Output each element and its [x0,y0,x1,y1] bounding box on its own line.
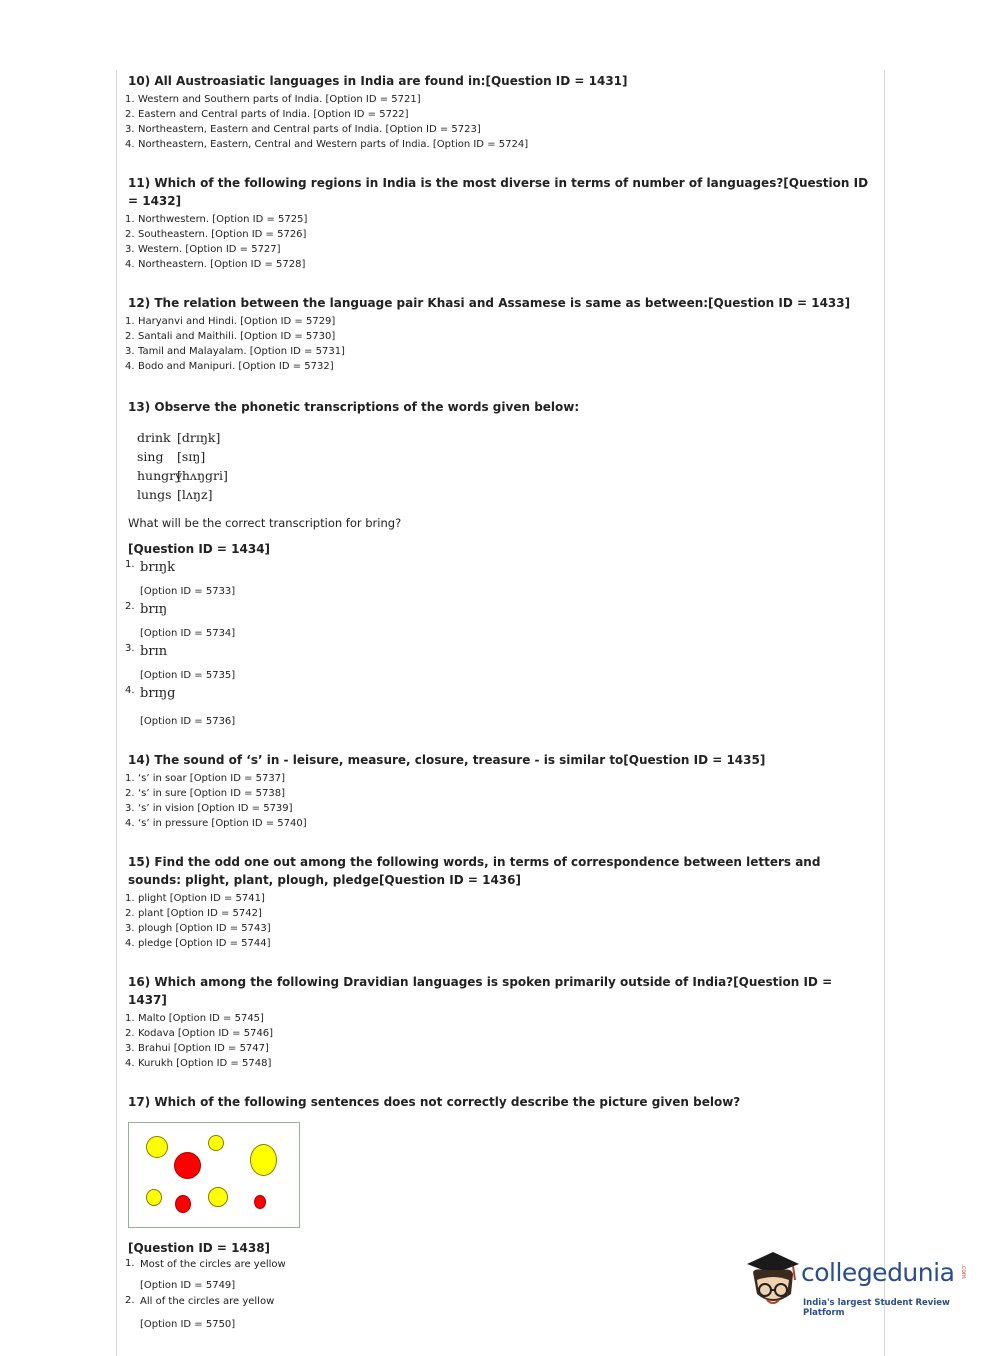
logo-suffix: .com [960,1264,967,1279]
question-10 [125,72,873,152]
question-title: 17) Which of the following sentences does not correctly describe the picture given below? [128,1095,741,1109]
question-title: 10) All Austroasiatic languages in India are found in:[Question ID = 1431] [128,74,628,88]
question-14 [125,751,873,831]
mascot-icon [743,1250,805,1316]
option: 2. plant [Option ID = 5742] [125,908,262,919]
option: 2. brɪŋ [Option ID = 5734] [125,601,236,639]
question-title: 14) The sound of ‘s’ in - leisure, measure, closure, treasure - is similar to[Question ID = 1435] [128,753,766,767]
option: 4. Kurukh [Option ID = 5748] [125,1058,272,1069]
option: 4. brɪŋg [Option ID = 5736] [125,685,236,727]
right-margin-line [884,70,885,1356]
option: 3. Western. [Option ID = 5727] [125,244,281,255]
option: 3. Brahui [Option ID = 5747] [125,1043,269,1054]
question-16 [125,973,873,1071]
option: 3. plough [Option ID = 5743] [125,923,271,934]
red-circle [175,1195,191,1213]
question-title: 15) Find the odd one out among the following words, in terms of correspondence between letters and sounds: plight, plant, plough, pledge[Question ID = 1436] [128,855,821,887]
option: 4. Northeastern, Eastern, Central and Western parts of India. [Option ID = 5724] [125,139,529,150]
option: 2. Kodava [Option ID = 5746] [125,1028,274,1039]
option: 2. Southeastern. [Option ID = 5726] [125,229,307,240]
question-11 [125,174,873,272]
option: 4. Northeastern. [Option ID = 5728] [125,259,306,270]
yellow-circle [208,1187,228,1207]
left-margin-line [116,70,117,1356]
option: 1. Malto [Option ID = 5745] [125,1013,264,1024]
question-title: 13) Observe the phonetic transcriptions of the words given below: [128,400,580,414]
option: 1. Western and Southern parts of India. [Option ID = 5721] [125,94,421,105]
option: 1. plight [Option ID = 5741] [125,893,265,904]
option: 3. ‘s’ in vision [Option ID = 5739] [125,803,293,814]
circles-picture [128,1122,300,1228]
option: 1. ‘s’ in soar [Option ID = 5737] [125,773,285,784]
option: 3. Northeastern, Eastern and Central parts of India. [Option ID = 5723] [125,124,481,135]
question-title: 16) Which among the following Dravidian languages is spoken primarily outside of India?[Question ID = 1437] [128,975,833,1007]
question-prompt: What will be the correct transcription for bring? [128,516,402,530]
yellow-circle [146,1136,168,1158]
transcription-row: lungs [lʌŋz] [137,487,213,502]
collegedunia-logo [743,1250,973,1320]
option: 2. All of the circles are yellow [Option ID = 5750] [125,1295,275,1330]
option: 1. brɪŋk [Option ID = 5733] [125,559,236,597]
option: 2. Eastern and Central parts of India. [Option ID = 5722] [125,109,409,120]
question-12 [125,294,873,374]
option: 3. Tamil and Malayalam. [Option ID = 5731] [125,346,345,357]
red-circle [254,1195,266,1209]
question-id: [Question ID = 1434] [128,542,271,556]
yellow-circle [208,1135,224,1151]
question-13 [125,398,873,729]
option: 2. ‘s’ in sure [Option ID = 5738] [125,788,286,799]
option: 1. Most of the circles are yellow [Option ID = 5749] [125,1258,286,1291]
transcription-row: hungry[hʌŋgri] [137,468,228,483]
option: 1. Haryanvi and Hindi. [Option ID = 5729] [125,316,336,327]
option: 4. pledge [Option ID = 5744] [125,938,271,949]
question-15 [125,853,873,951]
logo-wordmark: collegedunia [801,1258,955,1287]
yellow-circle [146,1189,162,1206]
option: 4. Bodo and Manipuri. [Option ID = 5732] [125,361,334,372]
option: 4. ‘s’ in pressure [Option ID = 5740] [125,818,307,829]
option: 3. brɪn [Option ID = 5735] [125,643,236,681]
option: 2. Santali and Maithili. [Option ID = 5730] [125,331,336,342]
transcription-row: sing [sɪŋ] [137,449,206,464]
question-title: 11) Which of the following regions in India is the most diverse in terms of number of languages?[Question ID = 1432] [128,176,869,208]
phonetic-table [137,428,873,504]
option: 1. Northwestern. [Option ID = 5725] [125,214,308,225]
red-circle [174,1152,201,1179]
logo-tagline: India's largest Student Review Platform [803,1298,950,1318]
yellow-circle [250,1144,277,1176]
question-title: 12) The relation between the language pair Khasi and Assamese is same as between:[Question ID = 1433] [128,296,851,310]
question-id: [Question ID = 1438] [128,1241,271,1255]
question-paper [125,72,873,1332]
transcription-row: drink [drɪŋk] [137,430,221,445]
